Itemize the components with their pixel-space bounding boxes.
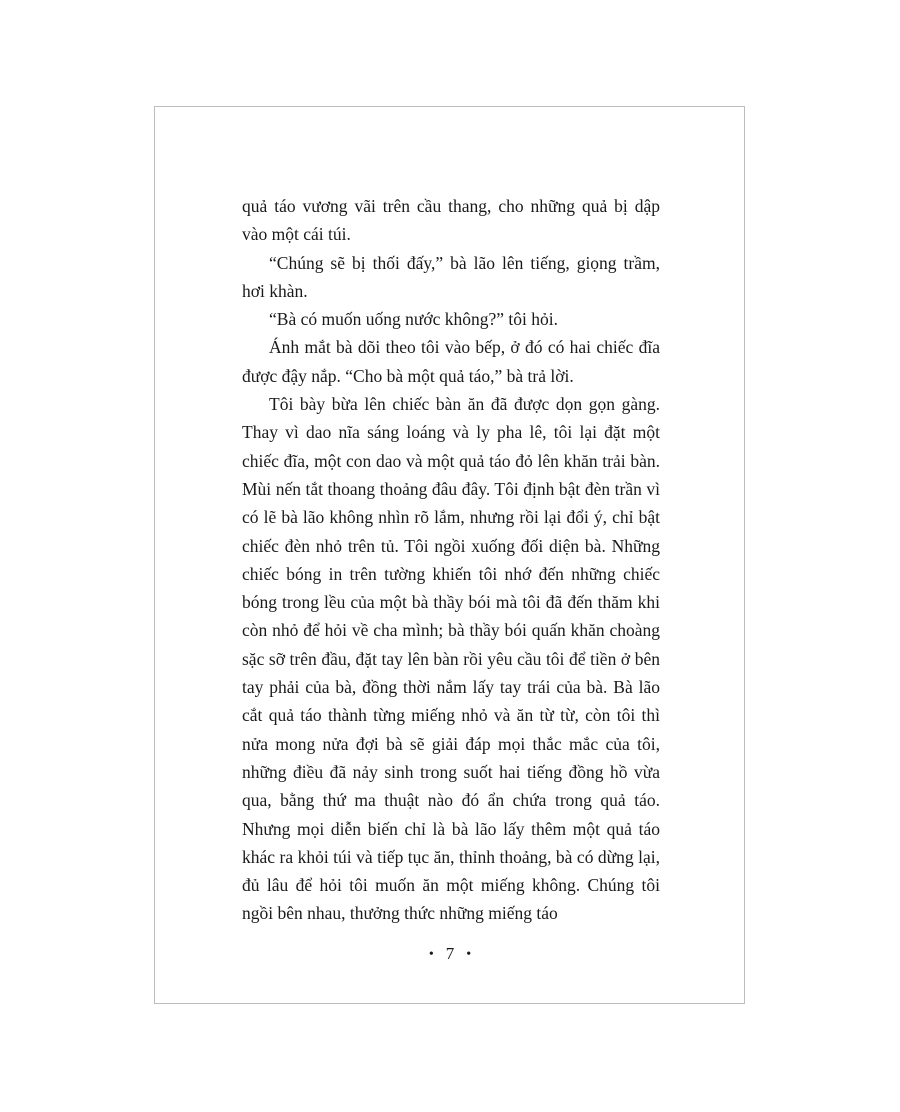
paragraph-1: quả táo vương vãi trên cầu thang, cho những quả bị dập vào một cái túi. [242, 196, 660, 245]
page-number-footer [0, 944, 900, 964]
paragraph-4: Ánh mắt bà dõi theo tôi vào bếp, ở đó có hai chiếc đĩa được đậy nắp. “Cho bà một quả táo,” bà trả lời. [242, 337, 660, 386]
body-text [242, 192, 660, 928]
bullet-right-icon: • [466, 947, 472, 962]
bullet-left-icon: • [428, 947, 434, 962]
paragraph-3: “Bà có muốn uống nước không?” tôi hỏi. [269, 309, 558, 330]
paragraph-5: Tôi bày bừa lên chiếc bàn ăn đã được dọn gọn gàng. Thay vì dao nĩa sáng loáng và ly pha lê, tôi lại đặt một chiếc đĩa, một con dao và một quả táo đỏ lên khăn trải bàn. Mùi nến tắt thoang thoảng đâu đây. Tôi định bật đèn trần vì có lẽ bà lão không nhìn rõ lắm, nhưng rồi lại đổi ý, chỉ bật chiếc đèn nhỏ trên tủ. Tôi ngồi xuống đối diện bà. Những chiếc bóng in trên tường khiến tôi nhớ đến những chiếc bóng trong lều của một bà thầy bói mà tôi đã đến thăm khi còn nhỏ để hỏi về cha mình; bà thầy bói quấn khăn choàng sặc sỡ trên đầu, đặt tay lên bàn rồi yêu cầu tôi để tiền ở bên tay phải của bà, đồng thời nắm lấy tay trái của bà. Bà lão cắt quả táo thành từng miếng nhỏ và ăn từ từ, còn tôi thì nửa mong nửa đợi bà sẽ giải đáp mọi thắc mắc của tôi, những điều đã nảy sinh trong suốt hai tiếng đồng hồ vừa qua, bằng thứ ma thuật nào đó ẩn chứa trong quả táo. Nhưng mọi diễn biến chỉ là bà lão lấy thêm một quả táo khác ra khỏi túi và tiếp tục ăn, thỉnh thoảng, bà có dừng lại, đủ lâu để hỏi tôi muốn ăn một miếng không. Chúng tôi ngồi bên nhau, thưởng thức những miếng táo [242, 394, 660, 924]
page-number: 7 [445, 944, 455, 963]
paragraph-2: “Chúng sẽ bị thối đấy,” bà lão lên tiếng, giọng trầm, hơi khàn. [242, 252, 660, 301]
